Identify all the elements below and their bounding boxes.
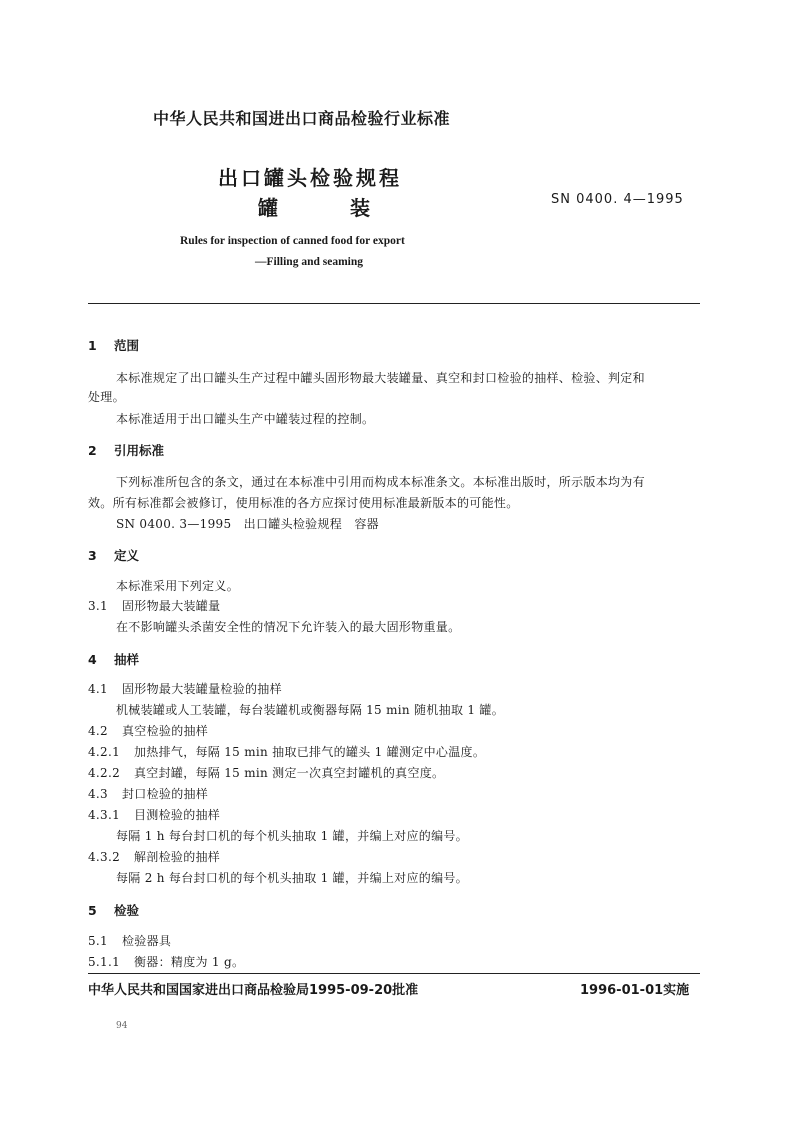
clause-number: 4.3.2 xyxy=(88,850,121,864)
s4-3-1-heading xyxy=(88,806,220,823)
section-title: 抽样 xyxy=(114,652,140,667)
section-title: 引用标准 xyxy=(114,443,165,458)
standard-code: SN 0400. 4—1995 xyxy=(551,192,684,207)
clause-title: 检验器具 xyxy=(122,934,172,948)
s4-2-2-clause xyxy=(88,764,444,781)
section-3-heading xyxy=(88,546,139,564)
clause-number: 4.2 xyxy=(88,724,108,738)
document-title: 出口罐头检验规程 xyxy=(218,166,402,190)
s3-1-heading xyxy=(88,597,220,614)
section-5-heading xyxy=(88,901,139,919)
s3-paragraph: 本标准采用下列定义。 xyxy=(116,579,240,593)
clause-number: 4.1 xyxy=(88,682,108,696)
subtitle-char-2: 装 xyxy=(350,196,370,220)
clause-number: 5.1 xyxy=(88,934,108,948)
s4-2-1-clause xyxy=(88,743,485,760)
clause-number: 3.1 xyxy=(88,599,108,613)
s4-3-2-heading xyxy=(88,848,220,865)
clause-text: 真空封罐，每隔 15 min 测定一次真空封罐机的真空度。 xyxy=(134,766,445,780)
section-number: 4 xyxy=(88,652,97,667)
clause-number: 4.2.2 xyxy=(88,766,121,780)
s1-paragraph-line-1: 本标准规定了出口罐头生产过程中罐头固形物最大装罐量、真空和封口检验的抽样、检验、判定和 xyxy=(116,371,645,385)
s5-1-1-clause xyxy=(88,953,244,970)
s4-3-2-text: 每隔 2 h 每台封口机的每个机头抽取 1 罐，并编上对应的编号。 xyxy=(116,871,468,885)
s4-3-1-text: 每隔 1 h 每台封口机的每个机头抽取 1 罐，并编上对应的编号。 xyxy=(116,829,468,843)
s1-paragraph-2: 本标准适用于出口罐头生产中罐装过程的控制。 xyxy=(116,412,375,426)
s2-paragraph-line-2: 效。所有标准都会被修订，使用标准的各方应探讨使用标准最新版本的可能性。 xyxy=(88,496,519,510)
section-2-heading xyxy=(88,441,164,459)
clause-number: 4.2.1 xyxy=(88,745,121,759)
effective-date: 1996-01-01实施 xyxy=(580,983,690,998)
s4-2-heading xyxy=(88,722,208,739)
subtitle-char-1: 罐 xyxy=(258,196,278,220)
section-number: 5 xyxy=(88,903,97,918)
section-number: 3 xyxy=(88,548,97,563)
document-subtitle xyxy=(258,192,442,221)
clause-title: 固形物最大装罐量 xyxy=(122,599,221,613)
section-title: 检验 xyxy=(114,903,140,918)
clause-title: 封口检验的抽样 xyxy=(122,787,209,801)
clause-title: 解剖检验的抽样 xyxy=(134,850,221,864)
s4-1-heading xyxy=(88,680,282,697)
s4-3-heading xyxy=(88,785,208,802)
section-number: 1 xyxy=(88,338,97,353)
agency-header: 中华人民共和国进出口商品检验行业标准 xyxy=(153,109,451,128)
section-title: 定义 xyxy=(114,548,140,563)
header-divider xyxy=(88,303,700,304)
section-1-heading xyxy=(88,336,139,354)
clause-title: 目测检验的抽样 xyxy=(134,808,221,822)
s1-paragraph-line-2: 处理。 xyxy=(88,390,125,404)
clause-text: 加热排气，每隔 15 min 抽取已排气的罐头 1 罐测定中心温度。 xyxy=(134,745,486,759)
section-title: 范围 xyxy=(114,338,140,353)
english-subtitle: —Filling and seaming xyxy=(255,256,363,268)
s2-reference: SN 0400. 3—1995 出口罐头检验规程 容器 xyxy=(116,517,379,531)
english-title: Rules for inspection of canned food for export xyxy=(180,235,405,247)
s2-paragraph-line-1: 下列标准所包含的条文，通过在本标准中引用而构成本标准条文。本标准出版时，所示版本均为有 xyxy=(116,475,645,489)
s4-1-text: 机械装罐或人工装罐，每台装罐机或衡器每隔 15 min 随机抽取 1 罐。 xyxy=(116,703,505,717)
section-4-heading xyxy=(88,650,139,668)
page-number: 94 xyxy=(116,1021,128,1031)
clause-number: 4.3.1 xyxy=(88,808,121,822)
clause-title: 固形物最大装罐量检验的抽样 xyxy=(122,682,282,696)
clause-number: 4.3 xyxy=(88,787,108,801)
footer-divider xyxy=(88,973,700,974)
issue-statement: 中华人民共和国国家进出口商品检验局1995-09-20批准 xyxy=(88,983,419,998)
clause-number: 5.1.1 xyxy=(88,955,121,969)
s3-1-text: 在不影响罐头杀菌安全性的情况下允许装入的最大固形物重量。 xyxy=(116,620,461,634)
clause-title: 真空检验的抽样 xyxy=(122,724,209,738)
s5-1-heading xyxy=(88,932,171,949)
clause-text: 衡器：精度为 1 g。 xyxy=(134,955,245,969)
section-number: 2 xyxy=(88,443,97,458)
